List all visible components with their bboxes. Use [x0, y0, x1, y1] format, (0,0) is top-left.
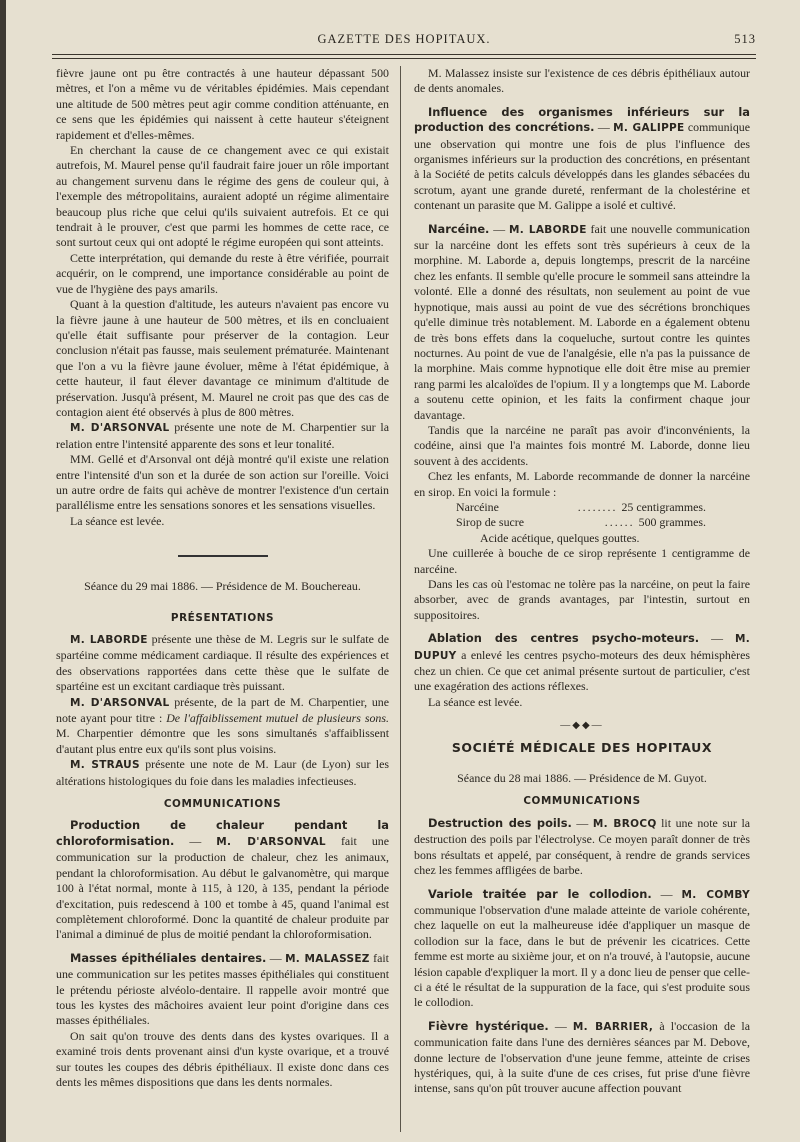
paragraph: Dans les cas où l'estomac ne tolère pas la narcéine, on peut la faire absorber, avec de grands avantages, par l'intestin, surtout en suppositoires.: [414, 577, 750, 622]
paragraph: Cette interprétation, qui demande du reste à être vérifiée, pourrait acquérir, on le comprend, une importance considérable au point de vue de l'hygiène des pays amarils.: [56, 250, 389, 296]
paragraph: Production de chaleur pendant la chloroformisation. — M. D'ARSONVAL fait une communication sur la production de chaleur, chez les animaux, pendant la chloroformisation. Au début le galvanomètre, qui marque 100 à l'état normal, monte à 115, à 120, à 135, pendant la période d'excitation, puis redescend à 100 et tombe à 45, quand l'animal est complètement chloroformé. Donc la quantité de chaleur produite par l'animal a diminué de plus de moitié pendant la chloroformisation.: [56, 818, 389, 942]
paragraph-text: présente une note de M. Laur (de Lyon) sur les altérations histologiques du foie dans les maladies infectieuses.: [56, 757, 389, 788]
paragraph-text: lit une note sur la destruction des poils par l'électrolyse. Ce moyen paraît donner de très bons résultats et appelé, par conséquent, à rendre de grands services chez les femmes affligées de barbe.: [414, 815, 751, 878]
paragraph-text: communique une observation qui montre une fois de plus l'influence des organismes inférieurs sur la production des concrétions, en présentant à la Société de petits calculs développés dans les glandes sébacées du scrotum, ayant une grande dureté, renfermant de la cholestérine et contenant un parasite que M. Galippe a isolé et cultivé.: [414, 120, 750, 213]
journal-title: GAZETTE DES HOPITAUX.: [317, 32, 491, 46]
paragraph: Chez les enfants, M. Laborde recommande de donner la narcéine en sirop. En voici la formule :: [414, 469, 750, 499]
topic-title: Influence des organismes inférieurs sur la production des concrétions.: [414, 104, 750, 135]
paragraph-text: communique l'observation d'une malade atteinte de variole cohérente, chez laquelle on eut la malheureuse idée d'appliquer un masque de collodion sur la face, dans le but de prévenir les cicatrices. Cette femme est morte au sixième jour, et on n'a trouvé, à l'autopsie, aucune lésion capable d'expliquer la mort. Il y a donc lieu de penser que celle-ci a été le résultat de la suppuration de la face, qui s'est produite sous le collodion.: [414, 902, 750, 1010]
ingredient-name: Narcéine: [456, 499, 499, 514]
paragraph: M. Malassez insiste sur l'existence de ces débris épithéliaux autour de dents anomales.: [414, 66, 750, 96]
speaker-name: M. COMBY: [681, 888, 751, 901]
topic-title: Ablation des centres psycho-moteurs.: [428, 631, 700, 646]
column-divider: [400, 66, 401, 1132]
speaker-name: M. LABORDE: [508, 223, 587, 236]
paragraph: On sait qu'on trouve des dents dans des kystes ovariques. Il a examiné trois dents provenant ainsi d'un kyste ovarique, et a trouvé sur toutes les coupes des débris épithéliaux. Il existe donc dans ces dents les mêmes dispositions que dans les dents normales.: [56, 1028, 389, 1089]
speaker-name: M. GALIPPE: [613, 122, 685, 135]
paragraph-text: présente une note de M. Charpentier sur la relation entre l'intensité apparente des sons et leur tonalité.: [56, 420, 389, 451]
topic-title: Destruction des poils.: [428, 815, 572, 830]
section-separator: [178, 555, 268, 557]
paragraph-text: fait une communication sur les petites masses épithéliales qui constituent le prétendu périoste alvéolo-dentaire. Il rappelle avoir montré que tous les kystes des mâchoires avaient leur point d'origine dans ces masses épithéliales.: [56, 950, 389, 1028]
header-rule-top: [52, 54, 756, 55]
leader-dots: ........: [577, 499, 618, 514]
paragraph: La séance est levée.: [428, 694, 523, 709]
ingredient-name: Sirop de sucre: [456, 515, 525, 530]
speaker-name: M. LABORDE: [70, 634, 148, 646]
paragraph: Variole traitée par le collodion. — M. COMBY communique l'observation d'une malade atteinte de variole cohérente, chez laquelle on eut la malheureuse idée d'appliquer un masque de collodion sur la face, dans le but de prévenir les cicatrices. Cette femme est morte au sixième jour, et on n'a trouvé, à l'autopsie, aucune lésion capable d'expliquer la mort. Il y a donc lieu de penser que celle-ci a été le résultat de la suppuration de la face, qui s'est produite sous le collodion.: [414, 886, 751, 1010]
paragraph: [56, 757, 389, 789]
paragraph: Influence des organismes inférieurs sur la production des concrétions. — M. GALIPPE communique une observation qui montre une fois de plus l'influence des organismes inférieurs sur la production des concrétions, en présentant à la Société de petits calculs développés dans les glandes sébacées du scrotum, ayant une grande dureté, renfermant de la cholestérine et contenant un parasite que M. Galippe a isolé et cultivé.: [414, 104, 750, 213]
paragraph: En cherchant la cause de ce changement avec ce qui existait autrefois, M. Maurel pense qu'il faudrait faire jouer un rôle important au changement survenu dans le régime des gens de couleur qui, à l'exemple des métropolitains, auraient adopté un régime alimentaire beaucoup plus riche que celui qu'ils suivaient autrefois. Et ce qui tendrait à le prouver, c'est que parmi les hommes de cette race, ce sont surtout ceux qui ont adopté le régime européen qui sont atteints.: [56, 143, 389, 250]
paragraph: Destruction des poils. — M. BROCQ lit une note sur la destruction des poils par l'électrolyse. Ce moyen paraît donner de très bons résultats et appelé, par conséquent, à rendre de grands services chez les femmes affligées de barbe.: [414, 815, 751, 878]
paragraph: [56, 420, 389, 452]
section-ornament: —◆◆—: [560, 720, 604, 732]
paragraph-text: M. Charpentier démontre que les sons simultanés s'affaiblissent d'autant plus entre eux qu'ils sont plus voisins.: [56, 726, 389, 756]
section-heading-communications: COMMUNICATIONS: [523, 795, 641, 808]
speaker-name: M. D'ARSONVAL: [70, 696, 170, 709]
paragraph: Une cuillerée à bouche de ce sirop représente 1 centigramme de narcéine.: [414, 546, 750, 576]
paragraph-text: présente, de la part de M. Charpentier, une note ayant pour titre :: [56, 694, 389, 726]
paragraph: [56, 695, 389, 758]
leader-dots: ......: [604, 515, 635, 530]
paragraph: Narcéine. — M. LABORDE fait une nouvelle communication sur la narcéine dont les effets sont très supérieurs à ceux de la morphine. M. Laborde a, depuis longtemps, prescrit de la narcéine chez les enfants. Il semble qu'elle procure le sommeil sans atteindre la volonté. Elle a donné des résultats, non seulement au point de vue hypnotique, mais aussi au point de vue des sécrétions bronchiques qu'elle diminue très notablement. M. Laborde en a également obtenu de très bons effets dans la coqueluche, surtout contre les quintes nocturnes. Au point de vue de l'analgésie, elle n'a pas la puissance de la morphine. Mais comme hypnotique elle doit être mise au premier rang parmi les alcaloïdes de l'opium. Il y a longtemps que M. Laborde a soutenu cette opinion, et les faits la confirment chaque jour davantage.: [414, 221, 750, 422]
session-line: Séance du 29 mai 1886. — Présidence de M. Bouchereau.: [84, 579, 361, 594]
topic-title: Variole traitée par le collodion.: [428, 886, 652, 901]
topic-title: Narcéine.: [428, 221, 490, 236]
paragraph: Fièvre hystérique. — M. BARRIER, à l'occasion de la communication faite dans l'une des dernières séances par M. Debove, donne lecture de l'observation d'une jeune femme, atteinte de crises hystériques, qui, à la suite d'une de ces crises, fut prise d'une fièvre intense, sans qu'on pût trouver aucune affection pouvant: [414, 1018, 750, 1096]
speaker-name: M. BROCQ: [592, 817, 657, 830]
formula-row: [456, 515, 706, 530]
paragraph-text: fait une nouvelle communication sur la narcéine dont les effets sont très supérieurs à ceux de la morphine. M. Laborde a, depuis longtemps, prescrit de la narcéine chez les enfants. Il semble qu'elle procure le sommeil sans atteindre la volonté. Elle a donné des résultats, non seulement au point de vue hypnotique, mais aussi au point de vue des sécrétions bronchiques qu'elle diminue très notablement. M. Laborde en a également obtenu de très bons effets dans la coqueluche, surtout contre les quintes nocturnes. Au point de vue de l'analgésie, elle n'a pas la puissance de la morphine. Mais comme hypnotique elle doit être mise au premier rang parmi les alcaloïdes de l'opium. Il y a longtemps que M. Laborde a soutenu cette opinion, et les faits la confirment chaque jour davantage.: [414, 221, 750, 422]
paragraph: Ablation des centres psycho-moteurs. — M. DUPUY a enlevé les centres psycho-moteurs des deux hémisphères chez un chien. Ce que cet animal présente surtout de particulier, c'est une exagération des actions réflexes.: [414, 631, 750, 694]
paragraph: MM. Gellé et d'Arsonval ont déjà montré qu'il existe une relation entre l'intensité d'un son et la durée de son action sur l'oreille. Voici un autre ordre de faits qui achève de montrer l'existence d'un certain parallélisme entre les sensations sonores et les sensations visuelles.: [56, 452, 389, 513]
paragraph-text: fait une communication sur la production de chaleur, chez les animaux, pendant la chloroformisation. Au début le galvanomètre, qui marque 100 à l'état normal, monte à 115, à 120, à 135, pendant la période d'excitation, puis redescend à 100 et tombe à 45, quand l'animal est complètement chloroformé. Donc la quantité de chaleur produite par l'animal a diminué de plus de moitié pendant la chloroformisation.: [56, 833, 389, 942]
section-heading-presentations: PRÉSENTATIONS: [170, 611, 275, 624]
ingredient-quantity: 500 grammes.: [638, 515, 706, 530]
header-rule-bottom: [52, 58, 756, 59]
speaker-name: M. STRAUS: [70, 759, 140, 772]
speaker-name: M. DUPUY: [414, 633, 750, 662]
note-title: De l'affaiblissement mutuel de plusieurs sons.: [166, 711, 389, 726]
paragraph-text: a enlevé les centres psycho-moteurs des deux hémisphères chez un chien. Ce que cet animal présente surtout de particulier, c'est une exagération des actions réflexes.: [414, 647, 750, 694]
page-header: [52, 28, 756, 50]
left-column: [56, 66, 389, 1090]
ingredient-quantity: 25 centigrammes.: [621, 499, 706, 514]
session-line: Séance du 28 mai 1886. — Présidence de M. Guyot.: [457, 771, 707, 786]
topic-title: Fièvre hystérique.: [428, 1018, 549, 1033]
page-number: 513: [734, 32, 756, 46]
society-heading: SOCIÉTÉ MÉDICALE DES HOPITAUX: [451, 739, 713, 755]
paragraph: La séance est levée.: [70, 513, 165, 528]
paragraph: fièvre jaune ont pu être contractés à une hauteur dépassant 500 mètres, et l'on a même vu de véritables épidémies. Mais cependant une altitude de 500 mètres peut agir comme condition atténuante, en ce sens que les épidémies qui naissent à cette hauteur s'éteignent rapidement et d'elles-mêmes.: [56, 66, 389, 142]
paragraph: Quant à la question d'altitude, les auteurs n'avaient pas encore vu la fièvre jaune à une hauteur de 500 mètres, et ils en concluaient qu'elle était suffisante pour préserver de la contagion. Leur conclusion n'était pas fausse, mais seulement prématurée. Maintenant que l'on a vu la fièvre jaune évoluer, même à l'état épidémique, à cette hauteur, il faut élever davantage ce minimum d'altitude de préservation. Jusqu'à présent, M. Maurel ne croit pas que des cas de contagion aient été observés à plus de 800 mètres.: [56, 297, 389, 419]
paragraph: [56, 632, 389, 695]
speaker-name: M. D'ARSONVAL: [216, 835, 326, 848]
right-column: [414, 66, 750, 1097]
topic-title: Masses épithéliales dentaires.: [70, 950, 267, 965]
paragraph: Tandis que la narcéine ne paraît pas avoir d'inconvénients, la codéine, ainsi que l'a maintes fois montré M. Laborde, donne lieu souvent à des accidents.: [414, 422, 750, 468]
section-heading-communications: COMMUNICATIONS: [163, 798, 282, 811]
speaker-name: M. MALASSEZ: [285, 952, 370, 965]
formula-row: [456, 500, 706, 515]
topic-title: Production de chaleur pendant la chloroformisation.: [56, 818, 389, 848]
paragraph-text: présente une thèse de M. Legris sur le sulfate de spartéine comme médicament cardiaque. Il résulte des expériences et des observations rapportées dans cette thèse que le sulfate de spartéine est un excitant cardiaque très puissant.: [56, 632, 389, 694]
formula-tail: Acide acétique, quelques gouttes.: [480, 530, 640, 545]
paragraph: Masses épithéliales dentaires. — M. MALASSEZ fait une communication sur les petites masses épithéliales qui constituent le prétendu périoste alvéolo-dentaire. Il rappelle avoir montré que tous les kystes des mâchoires avaient leur point d'origine dans ces masses épithéliales.: [56, 950, 389, 1028]
speaker-name: M. D'ARSONVAL: [70, 422, 170, 435]
recipe-formula: [456, 500, 750, 546]
speaker-name: M. BARRIER,: [572, 1020, 654, 1033]
paragraph-text: à l'occasion de la communication faite dans l'une des dernières séances par M. Debove, donne lecture de l'observation d'une jeune femme, atteinte de crises hystériques, qui, à la suite d'une de ces crises, fut prise d'une fièvre intense, sans qu'on pût trouver aucune affection pouvant: [414, 1018, 750, 1096]
scan-edge: [0, 0, 6, 1142]
